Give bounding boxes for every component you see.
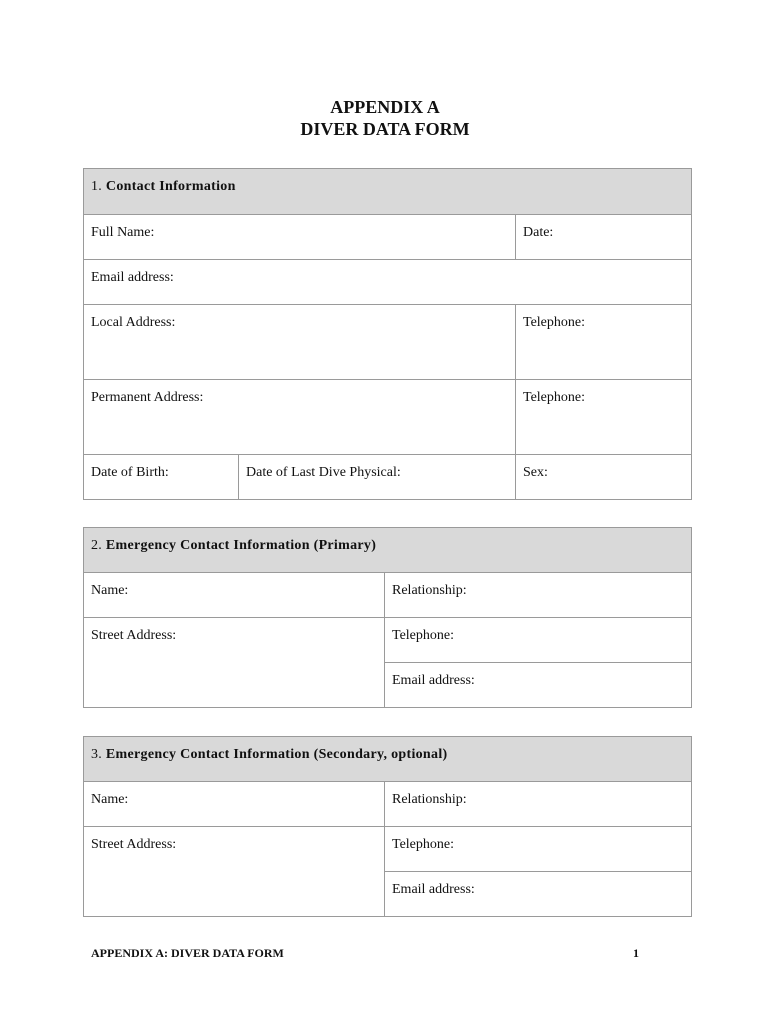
field-label: Name: — [91, 792, 129, 807]
field-label: Sex: — [523, 465, 548, 480]
field-label: Permanent Address: — [91, 390, 204, 405]
section-number: 1. — [91, 179, 103, 194]
permanent-telephone-field[interactable] — [516, 380, 692, 455]
local-telephone-field[interactable] — [516, 305, 692, 380]
section-number: 2. — [91, 538, 103, 553]
section-header — [84, 169, 692, 215]
footer-title: APPENDIX A: DIVER DATA FORM — [91, 946, 284, 960]
section-heading: Emergency Contact Information (Primary) — [105, 538, 377, 553]
field-label: Email address: — [91, 270, 174, 285]
section-header — [84, 528, 692, 573]
field-label: Date of Birth: — [91, 465, 169, 480]
page-title-line1: APPENDIX A — [330, 97, 440, 117]
primary-emergency-contact-section — [83, 527, 692, 708]
section-header — [84, 737, 692, 782]
page-title-line2: DIVER DATA FORM — [300, 119, 470, 139]
field-label: Relationship: — [392, 583, 467, 598]
field-label: Full Name: — [91, 225, 155, 240]
name-field[interactable] — [84, 782, 385, 827]
name-field[interactable] — [84, 573, 385, 618]
field-label: Street Address: — [91, 837, 177, 852]
field-label: Email address: — [392, 882, 475, 897]
email-field[interactable] — [84, 260, 692, 305]
telephone-field[interactable] — [385, 827, 692, 872]
date-field[interactable] — [516, 215, 692, 260]
field-label: Name: — [91, 583, 129, 598]
full-name-field[interactable] — [84, 215, 516, 260]
relationship-field[interactable] — [385, 782, 692, 827]
relationship-field[interactable] — [385, 573, 692, 618]
contact-information-section — [83, 168, 692, 500]
field-label: Street Address: — [91, 628, 177, 643]
local-address-field[interactable] — [84, 305, 516, 380]
field-label: Email address: — [392, 673, 475, 688]
field-label: Local Address: — [91, 315, 176, 330]
street-address-field[interactable] — [84, 618, 385, 708]
field-label: Telephone: — [523, 315, 585, 330]
field-label: Telephone: — [392, 628, 454, 643]
email-field[interactable] — [385, 872, 692, 917]
field-label: Relationship: — [392, 792, 467, 807]
field-label: Date: — [523, 225, 554, 240]
street-address-field[interactable] — [84, 827, 385, 917]
telephone-field[interactable] — [385, 618, 692, 663]
email-field[interactable] — [385, 663, 692, 708]
section-heading: Contact Information — [105, 179, 236, 194]
secondary-emergency-contact-section — [83, 736, 692, 917]
field-label: Telephone: — [392, 837, 454, 852]
section-heading: Emergency Contact Information (Secondary, optional) — [105, 747, 448, 762]
date-of-birth-field[interactable] — [84, 455, 239, 500]
page-number: 1 — [633, 946, 639, 960]
permanent-address-field[interactable] — [84, 380, 516, 455]
field-label: Telephone: — [523, 390, 585, 405]
field-label: Date of Last Dive Physical: — [246, 465, 401, 480]
last-dive-physical-field[interactable] — [239, 455, 516, 500]
section-number: 3. — [91, 747, 103, 762]
sex-field[interactable] — [516, 455, 692, 500]
